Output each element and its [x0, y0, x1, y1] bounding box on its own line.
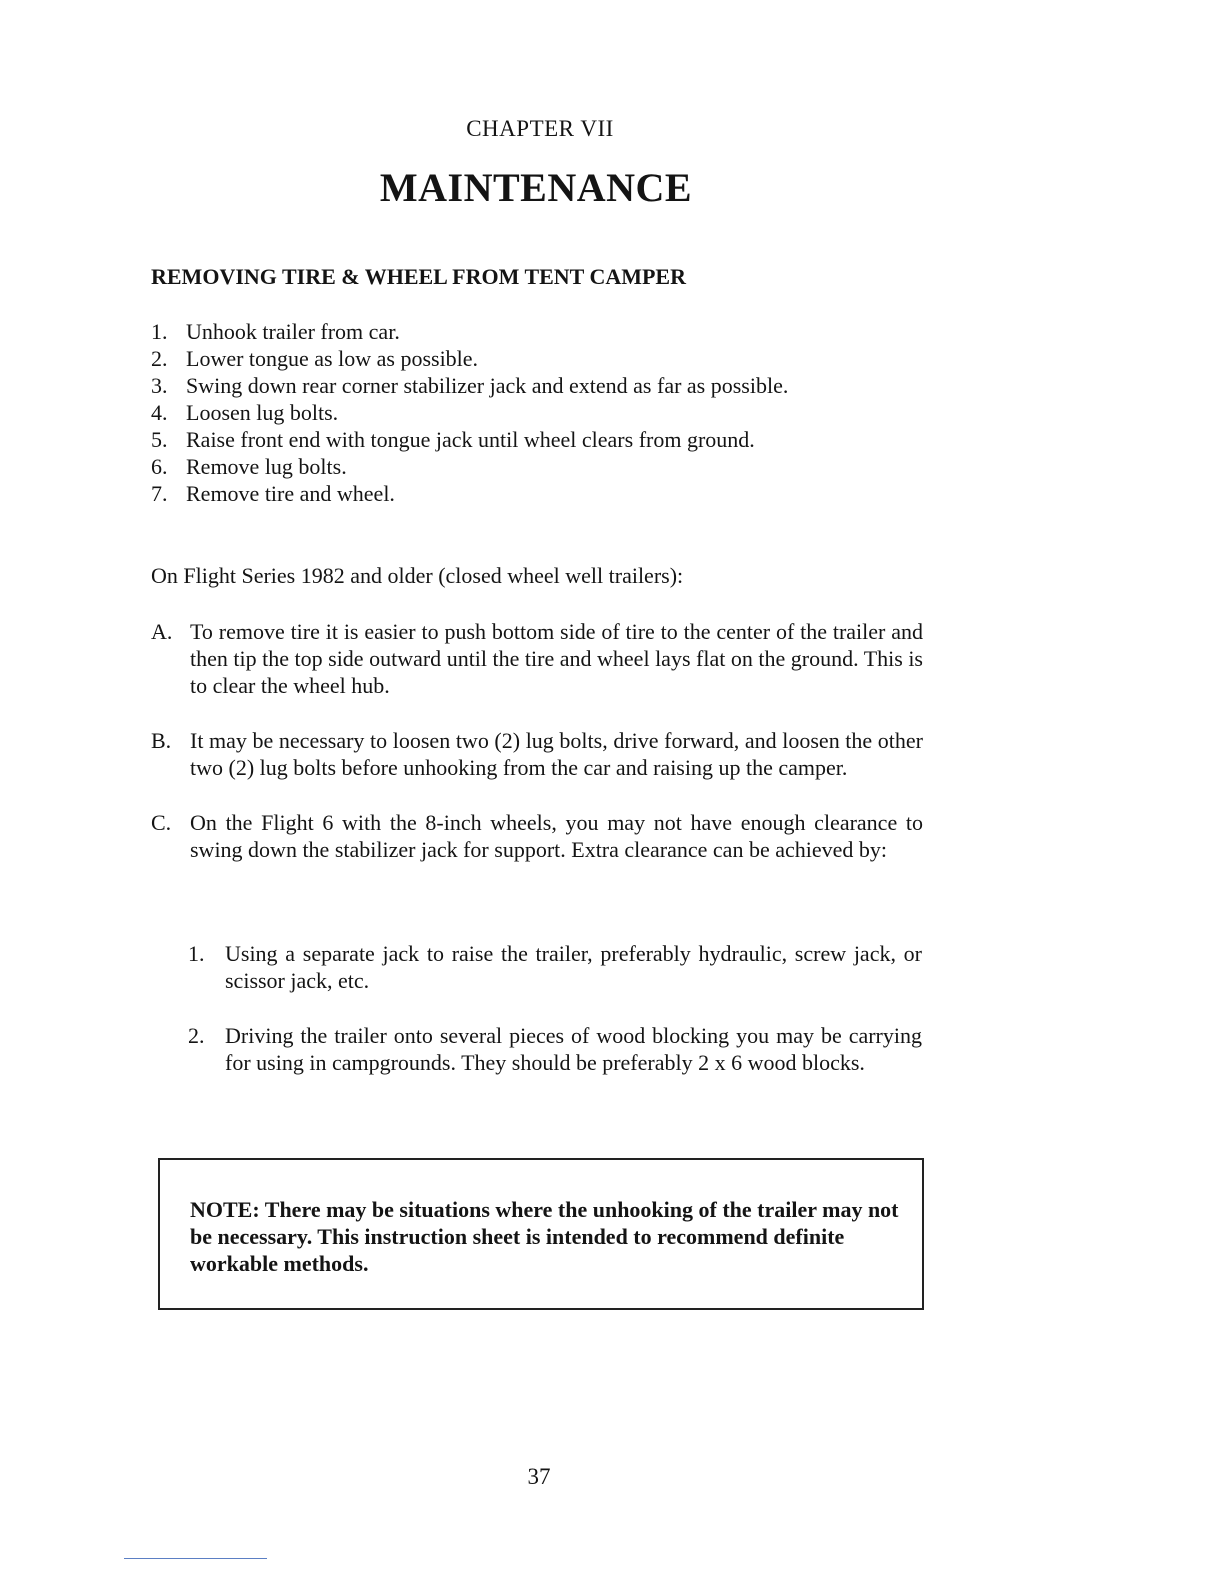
list-item — [151, 426, 923, 453]
item-text: To remove tire it is easier to push bottom side of tire to the center of the trailer and then tip the top side outward until the tire and wheel lays flat on the ground. This is to clear the wheel hub. — [190, 619, 923, 698]
page-title: MAINTENANCE — [379, 165, 693, 210]
step-number: 4. — [151, 400, 168, 425]
step-text: Unhook trailer from car. — [186, 319, 400, 344]
numbered-steps — [151, 318, 923, 507]
sub-step-number: 1. — [188, 941, 205, 966]
item-label: A. — [151, 619, 173, 644]
sub-step-text: Driving the trailer onto several pieces of wood blocking you may be carrying for using in campgrounds. They should be preferably 2 x 6 wood blocks. — [225, 1023, 922, 1075]
list-item — [151, 318, 923, 345]
step-text: Swing down rear corner stabilizer jack and extend as far as possible. — [186, 373, 789, 398]
step-text: Remove lug bolts. — [186, 454, 347, 479]
note-text: NOTE: There may be situations where the unhooking of the trailer may not be necessary. This instruction sheet is intended to recommend definite workable methods. — [190, 1197, 899, 1276]
item-text: On the Flight 6 with the 8-inch wheels, you may not have enough clearance to swing down the stabilizer jack for support. Extra clearance can be achieved by: — [190, 810, 923, 862]
step-text: Remove tire and wheel. — [186, 481, 395, 506]
list-item — [151, 372, 923, 399]
list-item — [188, 940, 922, 994]
step-text: Raise front end with tongue jack until wheel clears from ground. — [186, 427, 755, 452]
list-item — [188, 1022, 922, 1076]
step-text: Lower tongue as low as possible. — [186, 346, 479, 371]
step-number: 5. — [151, 427, 168, 452]
list-item — [151, 399, 923, 426]
step-number: 2. — [151, 346, 168, 371]
step-number: 3. — [151, 373, 168, 398]
list-item — [151, 618, 923, 699]
sub-step-number: 2. — [188, 1023, 205, 1048]
list-item — [151, 345, 923, 372]
section-heading: REMOVING TIRE & WHEEL FROM TENT CAMPER — [151, 264, 686, 289]
sub-step-text: Using a separate jack to raise the trailer, preferably hydraulic, screw jack, or scissor jack, etc. — [225, 941, 922, 993]
chapter-label: CHAPTER VII — [466, 116, 614, 141]
list-item — [151, 480, 923, 507]
list-item — [151, 453, 923, 480]
step-number: 6. — [151, 454, 168, 479]
item-text: It may be necessary to loosen two (2) lug bolts, drive forward, and loosen the other two (2) lug bolts before unhooking from the car and raising up the camper. — [190, 728, 923, 780]
lettered-list — [151, 618, 923, 891]
step-number: 7. — [151, 481, 168, 506]
sub-steps-list — [188, 940, 922, 1104]
page-number: 37 — [527, 1464, 551, 1489]
note-box — [158, 1158, 924, 1310]
step-number: 1. — [151, 319, 168, 344]
list-item — [151, 727, 923, 781]
item-label: C. — [151, 810, 172, 835]
step-text: Loosen lug bolts. — [186, 400, 339, 425]
list-item — [151, 809, 923, 863]
intro-paragraph: On Flight Series 1982 and older (closed wheel well trailers): — [151, 563, 684, 588]
footer-divider — [124, 1558, 267, 1559]
item-label: B. — [151, 728, 172, 753]
